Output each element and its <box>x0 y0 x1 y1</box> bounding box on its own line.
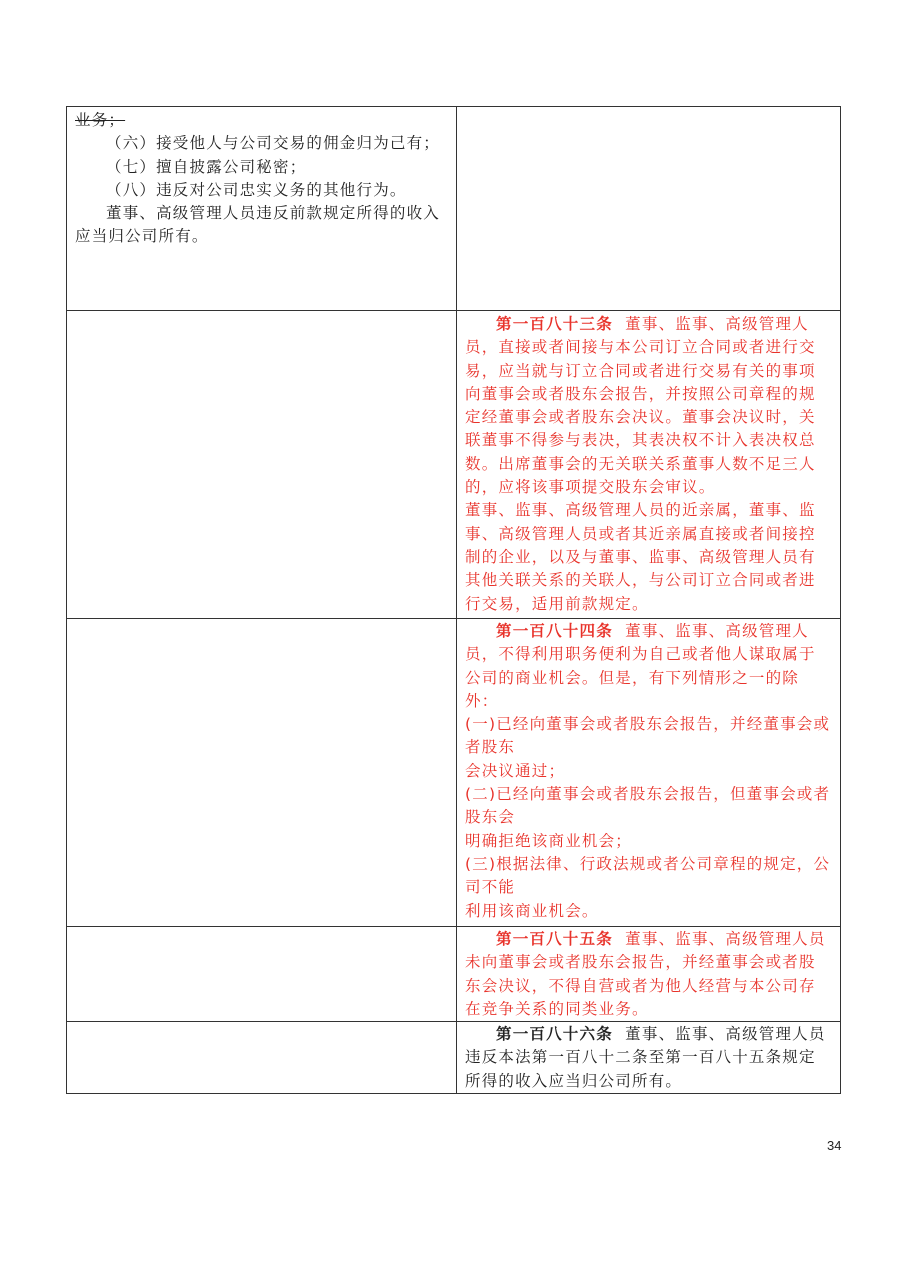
article-title: 第一百八十六条 <box>496 1025 613 1044</box>
article-body: 董事、监事、高级管理人员，不得利用职务便利为自己或者他人谋取属于公司的商业机会。但是，有下列情形之一的除外： <box>465 622 816 710</box>
article-title: 第一百八十五条 <box>496 930 613 948</box>
article-183 <box>465 313 832 499</box>
article-body: 董事、监事、高级管理人员违反本法第一百八十二条至第一百八十五条规定所得的收入应当归公司所有。 <box>465 1025 826 1090</box>
article-paragraph: 董事、监事、高级管理人员的近亲属，董事、监事、高级管理人员或者其近亲属直接或者间接控制的企业，以及与董事、监事、高级管理人员有其他关联关系的关联人，与公司订立合同或者进行交易，适用前款规定。 <box>465 501 816 613</box>
new-text-cell <box>457 1022 841 1094</box>
table-row <box>67 107 841 311</box>
old-text-cell <box>67 927 457 1022</box>
old-text-cell <box>67 107 457 311</box>
list-item: (二)已经向董事会或者股东会报告，但董事会或者股东会 <box>465 785 831 827</box>
article-186 <box>465 1023 832 1093</box>
old-text-cell <box>67 619 457 927</box>
clause-item: （七）擅自披露公司秘密； <box>106 157 307 176</box>
article-title: 第一百八十三条 <box>496 315 613 333</box>
new-text-cell <box>457 311 841 619</box>
new-text-cell <box>457 107 841 311</box>
list-item: (一)已经向董事会或者股东会报告，并经董事会或者股东 <box>465 715 831 757</box>
list-item: 明确拒绝该商业机会； <box>465 831 633 850</box>
new-text-cell <box>457 619 841 927</box>
old-text-cell <box>67 311 457 619</box>
clause-item: （八）违反对公司忠实义务的其他行为。 <box>106 180 407 199</box>
list-item: 会决议通过； <box>465 761 566 780</box>
struck-text: 业务； <box>75 111 126 129</box>
article-184 <box>465 620 832 713</box>
new-text-cell <box>457 927 841 1022</box>
article-title: 第一百八十四条 <box>496 622 613 640</box>
old-text-cell <box>67 1022 457 1094</box>
clause-item: （六）接受他人与公司交易的佣金归为己有； <box>106 134 441 153</box>
page-number: 34 <box>827 1138 842 1153</box>
article-body: 董事、监事、高级管理人员未向董事会或者股东会报告，并经董事会或者股东会决议，不得自营或者为他人经营与本公司存在竞争关系的同类业务。 <box>465 930 826 1018</box>
table-row <box>67 1022 841 1094</box>
list-item: 利用该商业机会。 <box>465 901 599 920</box>
clause-closing: 董事、高级管理人员违反前款规定所得的收入应当归公司所有。 <box>75 204 441 246</box>
table-row <box>67 927 841 1022</box>
article-185 <box>465 928 832 1021</box>
article-body: 董事、监事、高级管理人员，直接或者间接与本公司订立合同或者进行交易，应当就与订立合同或者进行交易有关的事项向董事会或者股东会报告，并按照公司章程的规定经董事会或者股东会决议。董事会决议时，关联董事不得参与表决，其表决权不计入表决权总数。出席董事会的无关联关系董事人数不足三人的，应将该事项提交股东会审议。 <box>465 315 816 497</box>
table-row <box>67 619 841 927</box>
comparison-table <box>66 106 841 1094</box>
list-item: (三)根据法律、行政法规或者公司章程的规定，公司不能 <box>465 854 831 897</box>
table-row <box>67 311 841 619</box>
